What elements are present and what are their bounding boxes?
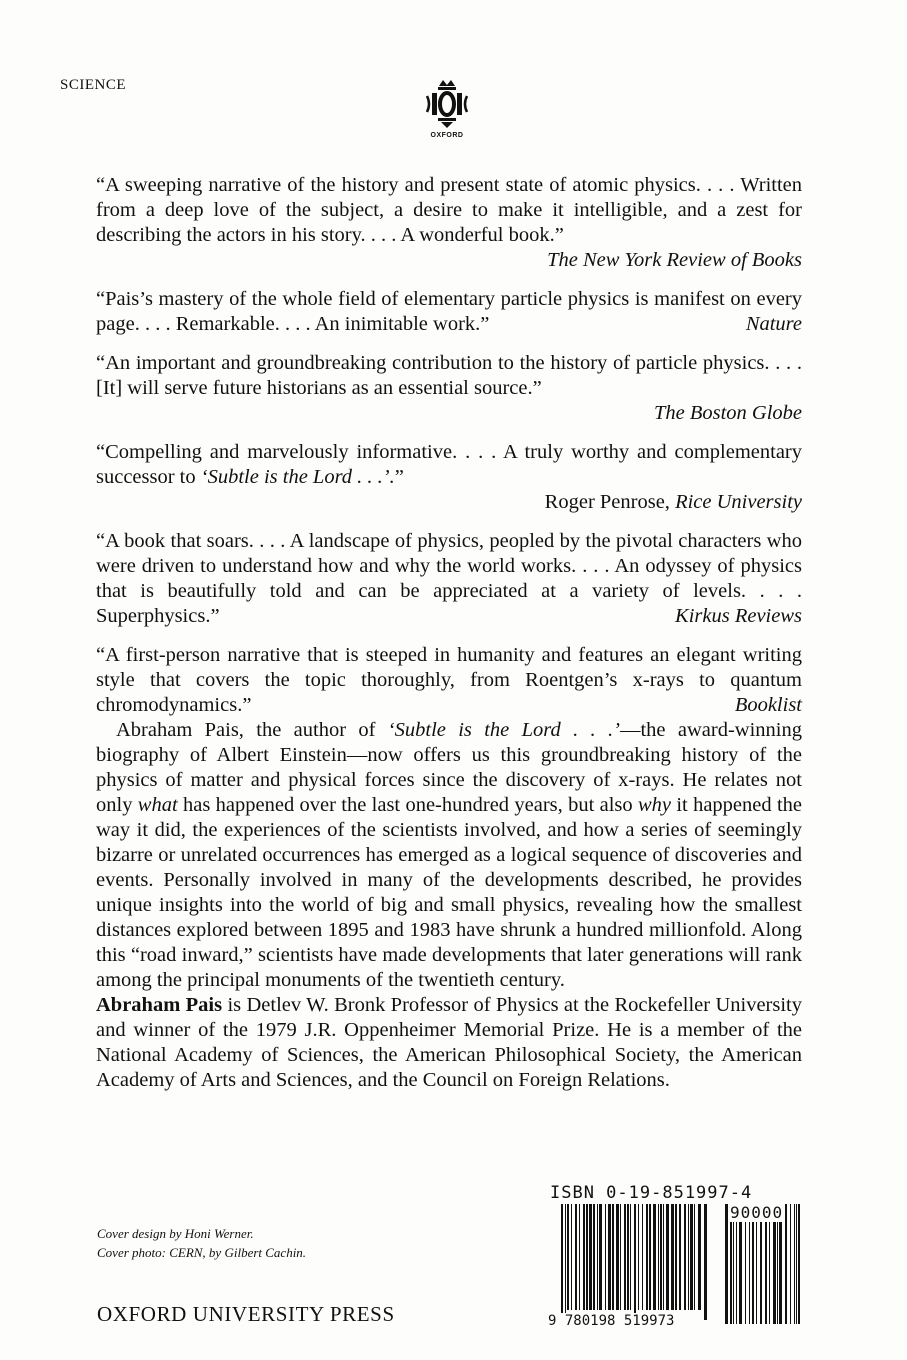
barcode-bar (736, 1204, 737, 1324)
description-text: it happened the way it did, the experiences of the scientists involved, and how a series of seemingly bizarre or unrelated occurrences has emerged as a logical sequence of discoveries and events. Personally involved in many of the developments described, he provides unique insights into the world of big and small physics, revealing how the smallest distances explored between 1895 and 1983 have shrunk a hundred millionfold. Along this “road inward,” scientists have made developments that later generations will rank among the principal monuments of the twentieth century. (96, 794, 802, 991)
oxford-logo (419, 76, 475, 144)
barcode-bar (690, 1204, 693, 1310)
barcode-bar (790, 1204, 791, 1324)
description-text: Abraham Pais, the author of (116, 719, 388, 741)
barcode-bar (561, 1204, 563, 1320)
barcode-bar (694, 1204, 695, 1310)
description-book-title: ‘Subtle is the Lord . . .’ (387, 719, 620, 741)
barcode-bar (658, 1204, 659, 1310)
barcode-bar (666, 1204, 669, 1310)
book-description (96, 718, 802, 993)
barcode-bar (605, 1204, 606, 1310)
barcode-bar (698, 1204, 701, 1310)
price-code: 90000 (730, 1203, 784, 1222)
barcode-bar (725, 1204, 728, 1324)
barcode-bar (597, 1204, 598, 1310)
review (96, 351, 802, 426)
barcode-bar (593, 1204, 595, 1310)
barcode-bar (571, 1204, 572, 1310)
cover-credits (97, 1224, 306, 1262)
review-quote-title: ‘Subtle is the Lord . . .’. (200, 466, 395, 488)
barcode-bar (671, 1204, 674, 1310)
author-name: Abraham Pais (96, 994, 223, 1016)
barcode-bar (749, 1204, 750, 1324)
barcode-bar (785, 1204, 787, 1324)
barcode-bar (730, 1204, 732, 1324)
cover-design-credit: Cover design by Honi Werner. (97, 1226, 254, 1241)
barcode-bar (612, 1204, 614, 1310)
barcode-bar (752, 1204, 754, 1324)
barcode-bar (777, 1204, 778, 1324)
ean-digits: 9 780198 519973 (548, 1313, 675, 1329)
barcode-bar (796, 1204, 797, 1324)
review-source: The New York Review of Books (547, 249, 802, 271)
publisher-name: OXFORD UNIVERSITY PRESS (97, 1302, 395, 1326)
barcode-bar (733, 1204, 734, 1324)
barcode-bar (616, 1204, 619, 1310)
book-crown-icon (419, 76, 475, 132)
barcode-bar (620, 1204, 621, 1310)
review-source: The Boston Globe (653, 402, 802, 424)
review-quote: “Compelling and marvelously informative. . . . A truly worthy and complementary successor to (96, 441, 802, 488)
barcode-bar (567, 1204, 569, 1310)
barcode-bar (769, 1204, 770, 1324)
barcode-bar (794, 1204, 795, 1324)
review-source: Booklist (734, 694, 802, 716)
description-text: —the award-winning biography of Albert Einstein—now offers us this groundbreaking history of the physics of matter and physical forces since the discovery of x-rays. He relates not only (96, 719, 802, 816)
barcode-bar (684, 1204, 686, 1310)
category-label: SCIENCE (60, 77, 127, 93)
barcode-bar (634, 1204, 636, 1320)
isbn-number: ISBN 0-19-851997-4 (550, 1183, 753, 1203)
description-text: has happened over the last one-hundred years, but also (177, 794, 638, 816)
barcode-bar (579, 1204, 580, 1310)
author-bio-text: is Detlev W. Bronk Professor of Physics at the Rockefeller University and winner of the 1979 J.R. Oppenheimer Memorial Prize. He is a member of the National Academy of Sciences, the American Philosophical Society, the American Academy of Arts and Sciences, and the Council on Foreign Relations. (96, 994, 802, 1091)
barcode-bar (624, 1204, 626, 1310)
barcode-bar (688, 1204, 689, 1310)
review (96, 529, 802, 629)
barcode-bar (739, 1204, 742, 1324)
barcode-bar (638, 1204, 639, 1310)
review (96, 173, 802, 273)
barcode-bar (798, 1204, 800, 1324)
barcode-bar (765, 1204, 767, 1324)
barcode-bar (760, 1204, 762, 1324)
review-source: Kirkus Reviews (675, 605, 802, 627)
review (96, 440, 802, 515)
description-emphasis: why (637, 794, 672, 816)
review (96, 643, 802, 718)
barcode-bar (704, 1204, 707, 1320)
logo-text: OXFORD (430, 132, 464, 139)
barcode-bar (608, 1204, 611, 1310)
barcode-bar (627, 1204, 629, 1310)
barcode-bar (586, 1204, 588, 1310)
barcode-bar (745, 1204, 746, 1324)
barcode-bar (630, 1204, 631, 1310)
back-cover-text (96, 173, 802, 1093)
barcode-bar (575, 1204, 577, 1310)
barcode-bar (660, 1204, 662, 1310)
review-affiliation: Rice University (675, 491, 802, 513)
barcode-bar (649, 1204, 651, 1310)
barcode-bar (773, 1204, 776, 1324)
review-quote: “An important and groundbreaking contribution to the history of particle physics. . . . [It] will serve future historians as an essential source.” (96, 352, 802, 399)
barcode-bar (663, 1204, 664, 1310)
description-emphasis: what (137, 794, 178, 816)
barcode-bar (642, 1204, 643, 1310)
barcode-bar (599, 1204, 602, 1310)
review-source: Nature (745, 313, 802, 335)
barcode-bar (653, 1204, 656, 1310)
barcode-bar (675, 1204, 677, 1310)
barcode-bar (583, 1204, 585, 1310)
barcode-bar (565, 1204, 566, 1320)
barcode-bar (756, 1204, 757, 1324)
review-author: Roger Penrose, (544, 491, 676, 513)
review-quote: “A sweeping narrative of the history and present state of atomic physics. . . . Written from a deep love of the subject, a desire to make it intelligible, and a zest for describing the actors in his story. . . . A wonderful book.” (96, 174, 802, 246)
review-quote-close: ” (394, 466, 404, 488)
barcode-bar (779, 1204, 782, 1324)
cover-photo-credit: Cover photo: CERN, by Gilbert Cachin. (97, 1245, 307, 1260)
review-quote: “A book that soars. . . . A landscape of physics, peopled by the pivotal characters who were driven to understand how and why the world works. . . . An odyssey of physics that is beautifully told and can be appreciated at a variety of levels. . . . Superphysics.” (96, 530, 802, 627)
barcode-bar (589, 1204, 592, 1310)
author-bio (96, 993, 802, 1093)
barcode-bar (646, 1204, 648, 1310)
review-quote: “A first-person narrative that is steeped in humanity and features an elegant writing style that covers the topic thoroughly, from Roentgen’s x-rays to quantum chromodynamics.” (96, 644, 802, 716)
review (96, 287, 802, 337)
review-quote: “Pais’s mastery of the whole field of elementary particle physics is manifest on every page. . . . Remarkable. . . . An inimitable work.” (96, 288, 802, 335)
barcode-bar (679, 1204, 681, 1310)
